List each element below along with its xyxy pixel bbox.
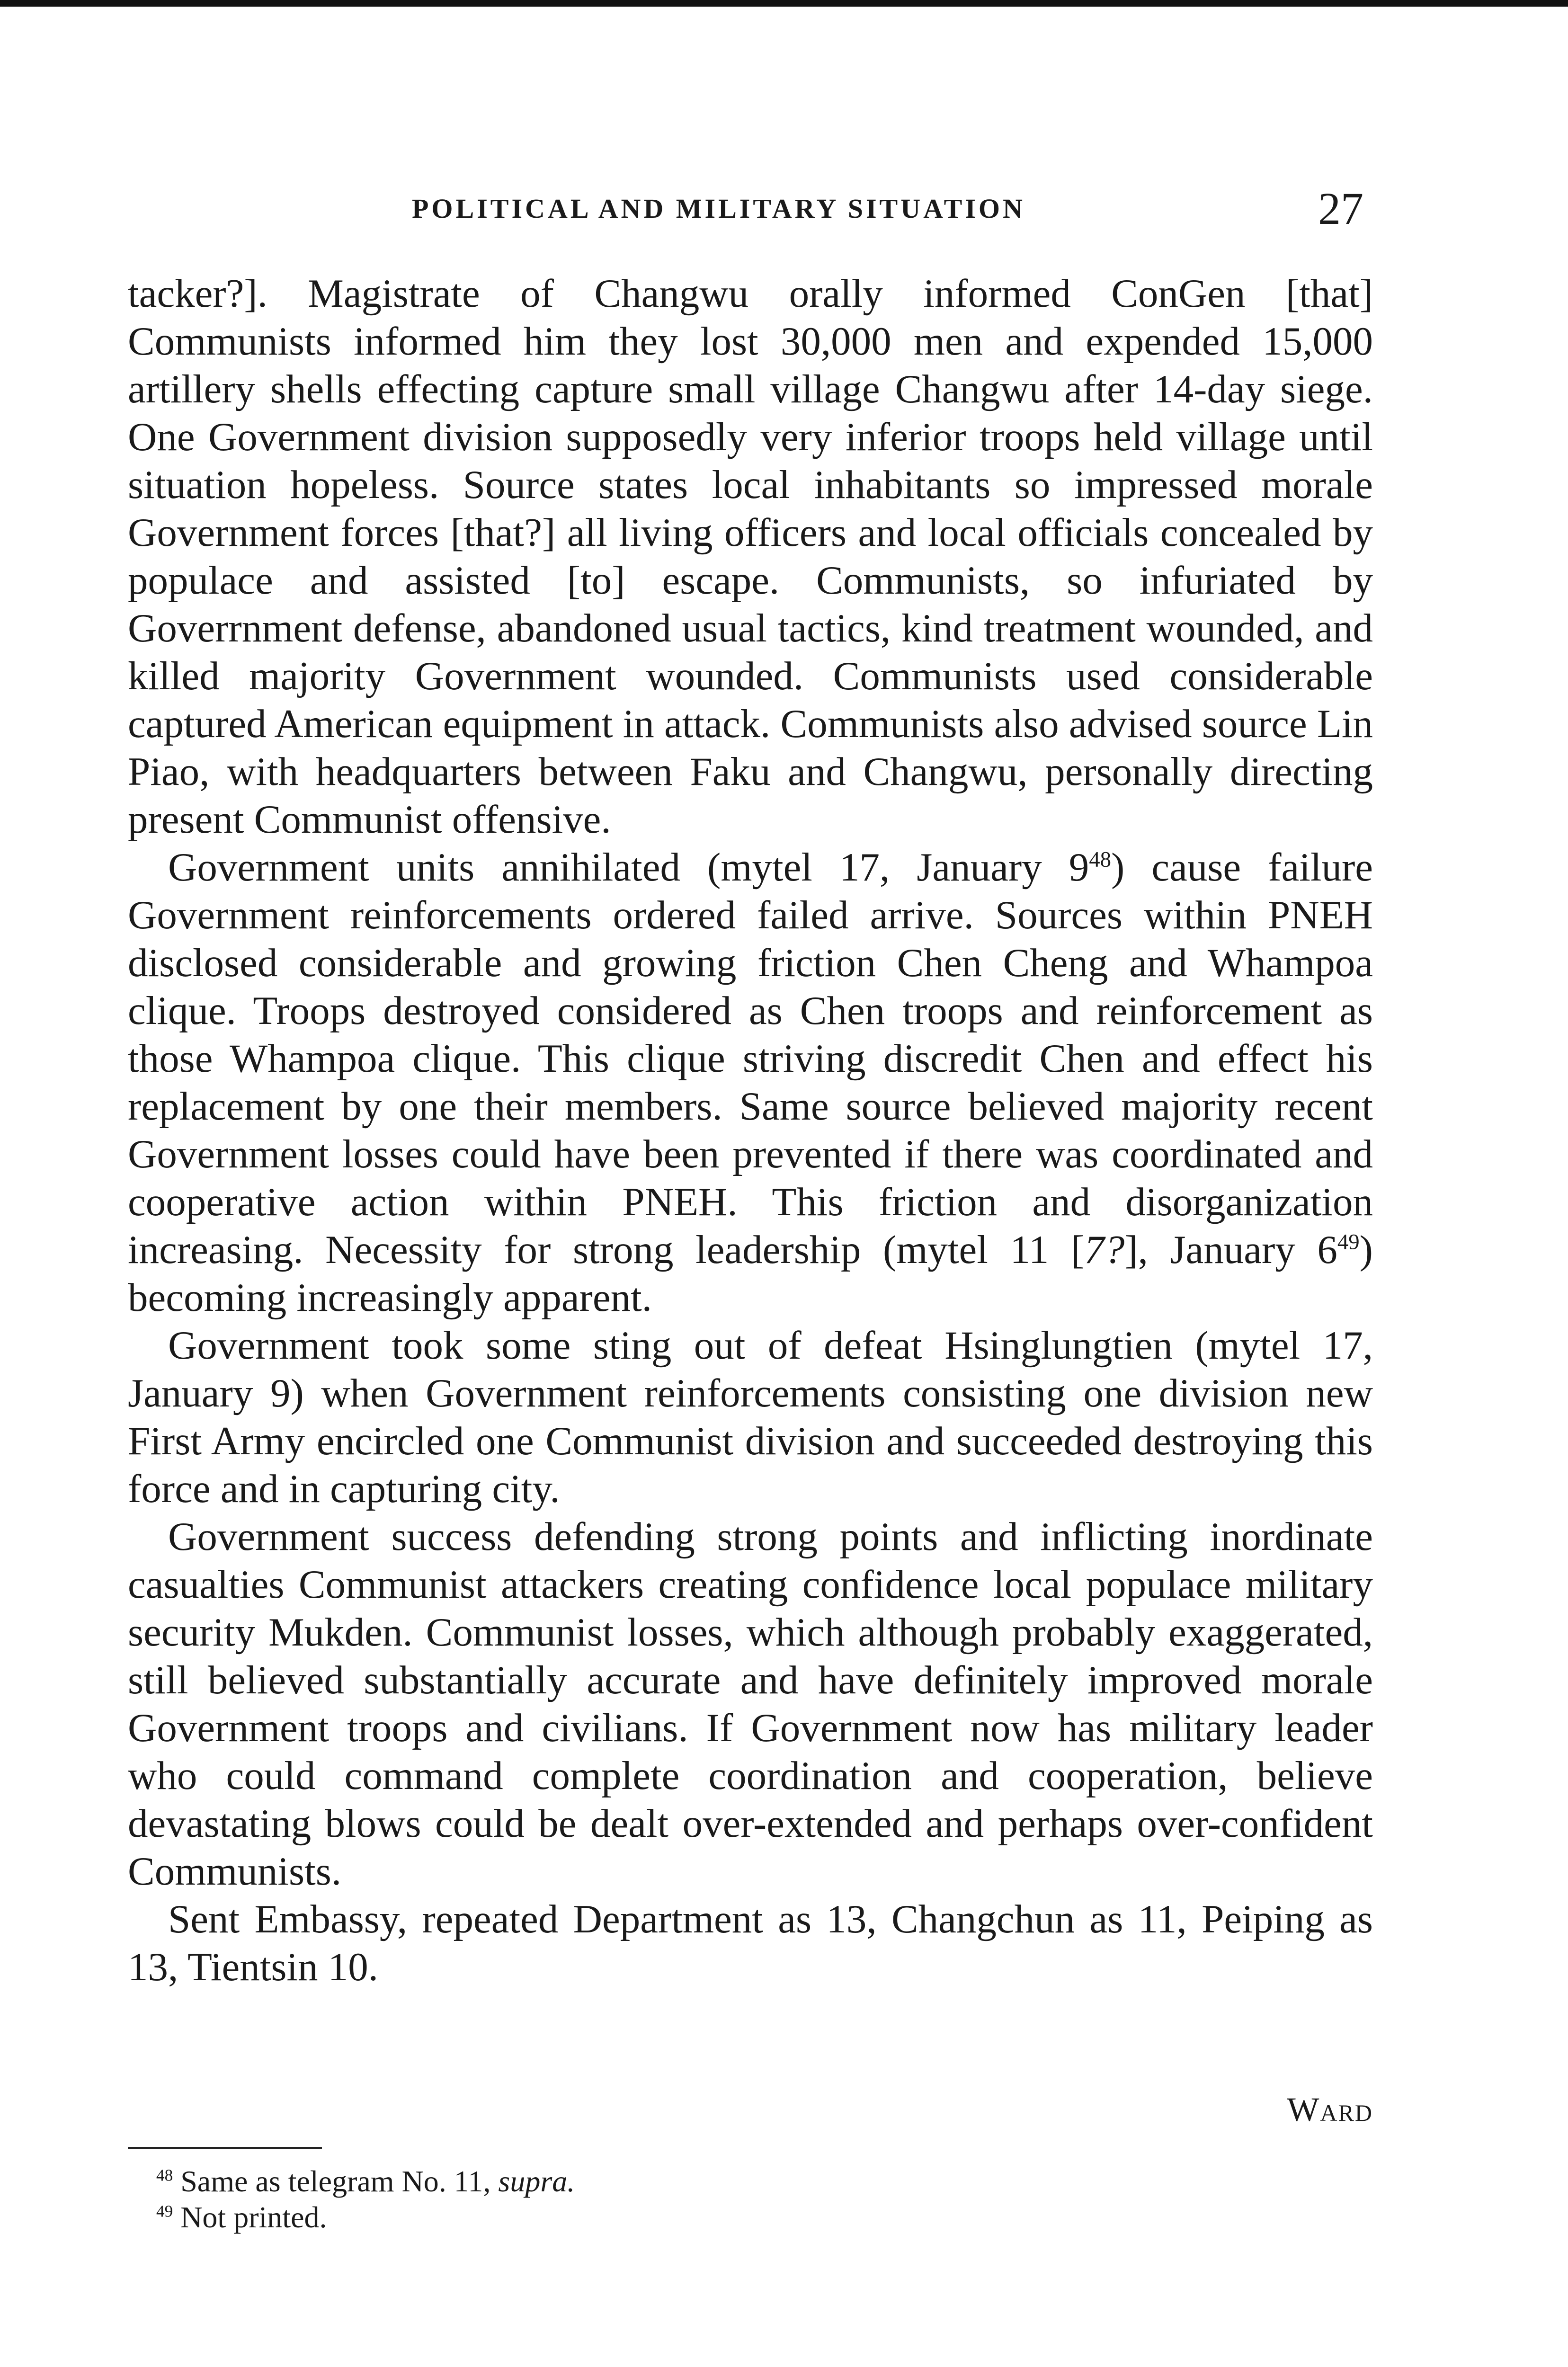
page-header (128, 182, 1373, 239)
paragraph-3: Government took some sting out of defeat Hsinglungtien (mytel 17, January 9) when Government reinforcements consisting one division new First Army encircled one Communist division and succeeded destroying this force and in capturing city. (128, 1323, 1373, 1511)
footnote-48-number: 48 (156, 2166, 173, 2185)
footnote-48-italic: supra. (498, 2164, 575, 2198)
footnote-48-text: Same as telegram No. 11, (180, 2164, 491, 2198)
body-text (128, 270, 1373, 1991)
footnotes (156, 2163, 1292, 2235)
footnote-divider (128, 2147, 322, 2149)
paragraph-2-part-1: Government units annihilated (mytel 17, January 9 (168, 845, 1089, 890)
footnote-ref-49: 49 (1337, 1229, 1360, 1255)
footnote-48 (156, 2163, 1292, 2199)
paragraph-4: Government success defending strong points and inflicting inordinate casualties Communist attackers creating confidence local populace military security Mukden. Communist losses, which although probably exaggerated, still believed substantially accurate and have definitely improved morale Government troops and civilians. If Government now has military leader who could command complete coordination and cooperation, believe devastating blows could be dealt over-extended and perhaps over-confident Communists. (128, 1514, 1373, 1894)
paragraph-2-part-4: ) becoming increasingly apparent. (128, 1228, 1373, 1320)
footnote-49 (156, 2199, 1292, 2235)
paragraph-2-italic: 7? (1084, 1228, 1125, 1272)
top-border-rule (0, 0, 1568, 7)
paragraph-2 (128, 844, 1373, 1322)
footnote-49-text: Not printed. (180, 2200, 327, 2234)
signature: Ward (1287, 2091, 1373, 2128)
page-number: 27 (1318, 183, 1363, 234)
paragraph-5: Sent Embassy, repeated Department as 13, Changchun as 11, Peiping as 13, Tientsin 10. (128, 1897, 1373, 1989)
paragraph-1: tacker?]. Magistrate of Changwu orally informed ConGen [that] Communists informed him they lost 30,000 men and expended 15,000 artillery shells effecting capture small village Changwu after 14-day siege. One Government division supposedly very inferior troops held village until situation hopeless. Source states local inhabitants so impressed morale Government forces [that?] all living officers and local officials concealed by populace and assisted [to] escape. Communists, so infuriated by Goverrnment defense, abandoned usual tactics, kind treatment wounded, and killed majority Government wounded. Communists used considerable captured American equipment in attack. Communists also advised source Lin Piao, with headquarters between Faku and Changwu, personally directing present Communist offensive. (128, 271, 1373, 842)
running-head: POLITICAL AND MILITARY SITUATION (412, 193, 1025, 224)
paragraph-2-part-3: ], January 6 (1124, 1228, 1337, 1272)
footnote-ref-48: 48 (1089, 847, 1111, 872)
paragraph-2-part-2: ) cause failure Government reinforcements ordered failed arrive. Sources within PNEH disclosed considerable and growing friction Chen Cheng and Whampoa clique. Troops destroyed considered as Chen troops and reinforcement as those Whampoa clique. This clique striving discredit Chen and effect his replacement by one their members. Same source believed majority recent Government losses could have been prevented if there was coordinated and cooperative action within PNEH. This friction and disorganization increasing. Necessity for strong leadership (mytel 11 [ (128, 845, 1373, 1272)
footnote-49-number: 49 (156, 2202, 173, 2221)
